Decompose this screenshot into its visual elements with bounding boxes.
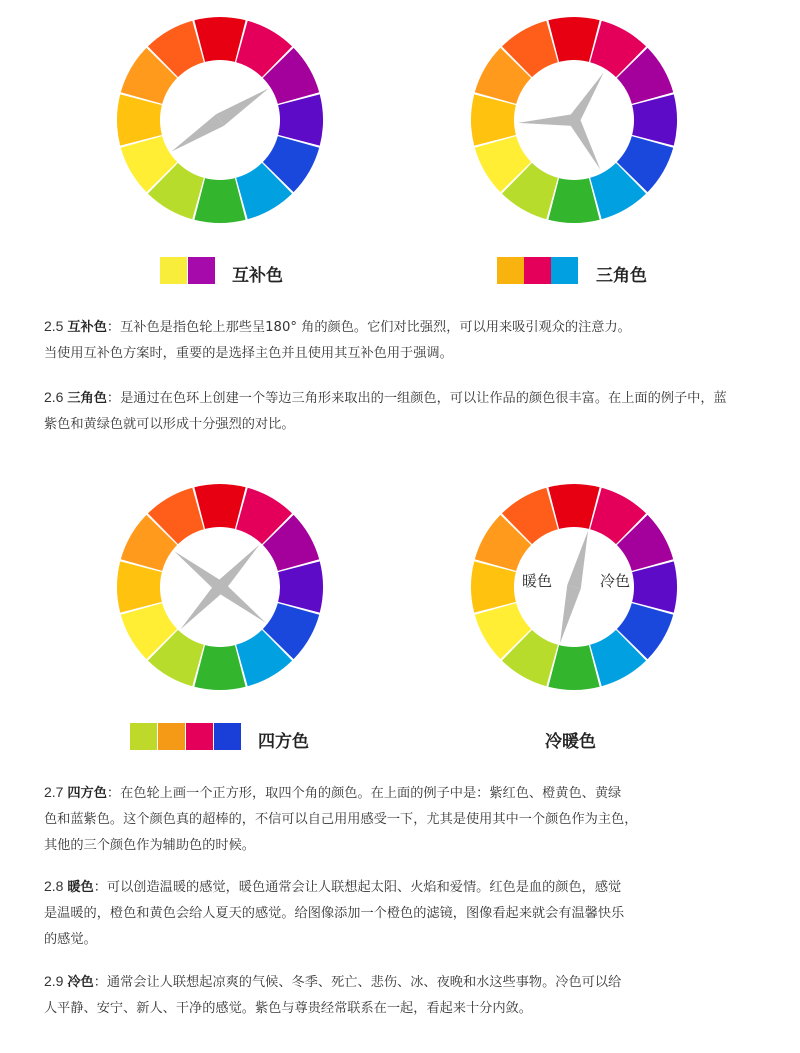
wheel-segment <box>278 94 323 145</box>
section-term: 互补色 <box>67 320 107 335</box>
color-swatch <box>497 257 524 284</box>
wheel-segment <box>632 94 677 145</box>
complementary-label: 互补色 <box>232 266 283 286</box>
section-number: 2.5 <box>44 318 68 334</box>
wheel-segment <box>548 645 599 690</box>
section-2-6 <box>44 384 727 438</box>
wheel-segment <box>548 178 599 223</box>
section-number: 2.8 <box>44 878 68 894</box>
color-swatch <box>551 257 578 284</box>
section-text: 其他的三个颜色作为辅助色的时候。 <box>44 838 255 853</box>
warm-cool-color-wheel <box>464 477 684 697</box>
triadic-color-wheel <box>464 10 684 230</box>
color-swatch <box>160 257 187 284</box>
section-term: 暖色 <box>67 880 94 895</box>
section-text: 紫色和黄绿色就可以形成十分强烈的对比。 <box>44 417 295 432</box>
section-term: 四方色 <box>67 786 107 801</box>
tetradic-label: 四方色 <box>258 732 309 752</box>
color-swatch <box>158 723 185 750</box>
section-term: 三角色 <box>67 391 107 406</box>
section-text: 色和蓝紫色。这个颜色真的超棒的，不信可以自己用用感受一下，尤其是使用其中一个颜色作为主色， <box>44 812 638 827</box>
complementary-color-wheel <box>110 10 330 230</box>
wheel-segment <box>117 94 162 145</box>
wheel-segment <box>632 561 677 612</box>
section-2-9 <box>44 968 621 1022</box>
wheel-segment <box>117 561 162 612</box>
warm-color-label: 暖色 <box>522 572 553 590</box>
color-swatch <box>130 723 157 750</box>
section-term: 冷色 <box>67 975 94 990</box>
wheel-segment <box>194 17 245 62</box>
wheel-segment <box>278 561 323 612</box>
section-text: 的感觉。 <box>44 932 97 947</box>
section-text: ：互补色是指色轮上那些呈180° 角的颜色。它们对比强烈，可以用来吸引观众的注意力。 <box>106 320 631 335</box>
color-swatch <box>188 257 215 284</box>
color-swatch <box>186 723 213 750</box>
color-swatch <box>524 257 551 284</box>
wheel-segment <box>471 94 516 145</box>
wheel-segment <box>194 178 245 223</box>
section-number: 2.9 <box>44 973 68 989</box>
color-swatch <box>214 723 241 750</box>
wheel-segment <box>194 645 245 690</box>
section-text: ：是通过在色环上创建一个等边三角形来取出的一组颜色，可以让作品的颜色很丰富。在上面的例子中，蓝 <box>106 391 727 406</box>
section-2-5 <box>44 313 631 367</box>
wheel-segment <box>194 484 245 529</box>
cool-color-label: 冷色 <box>600 572 631 590</box>
triadic-label: 三角色 <box>596 266 647 286</box>
wheel-segment <box>471 561 516 612</box>
section-number: 2.7 <box>44 784 68 800</box>
tetradic-color-wheel <box>110 477 330 697</box>
section-text: 当使用互补色方案时，重要的是选择主色并且使用其互补色用于强调。 <box>44 346 453 361</box>
section-text: ：在色轮上画一个正方形，取四个角的颜色。在上面的例子中是：紫红色、橙黄色、黄绿 <box>106 786 622 801</box>
section-text: ：通常会让人联想起凉爽的气候、冬季、死亡、悲伤、冰、夜晚和水这些事物。冷色可以给 <box>93 975 622 990</box>
section-text: 人平静、安宁、新人、干净的感觉。紫色与尊贵经常联系在一起，看起来十分内敛。 <box>44 1001 532 1016</box>
section-number: 2.6 <box>44 389 68 405</box>
warm-cool-label: 冷暖色 <box>545 732 596 752</box>
section-text: 是温暖的，橙色和黄色会给人夏天的感觉。给图像添加一个橙色的滤镜，图像看起来就会有温馨快乐 <box>44 906 625 921</box>
wheel-segment <box>548 484 599 529</box>
section-2-7 <box>44 779 637 859</box>
wheel-segment <box>548 17 599 62</box>
section-2-8 <box>44 873 624 953</box>
section-text: ：可以创造温暖的感觉，暖色通常会让人联想起太阳、火焰和爱情。红色是血的颜色，感觉 <box>93 880 622 895</box>
